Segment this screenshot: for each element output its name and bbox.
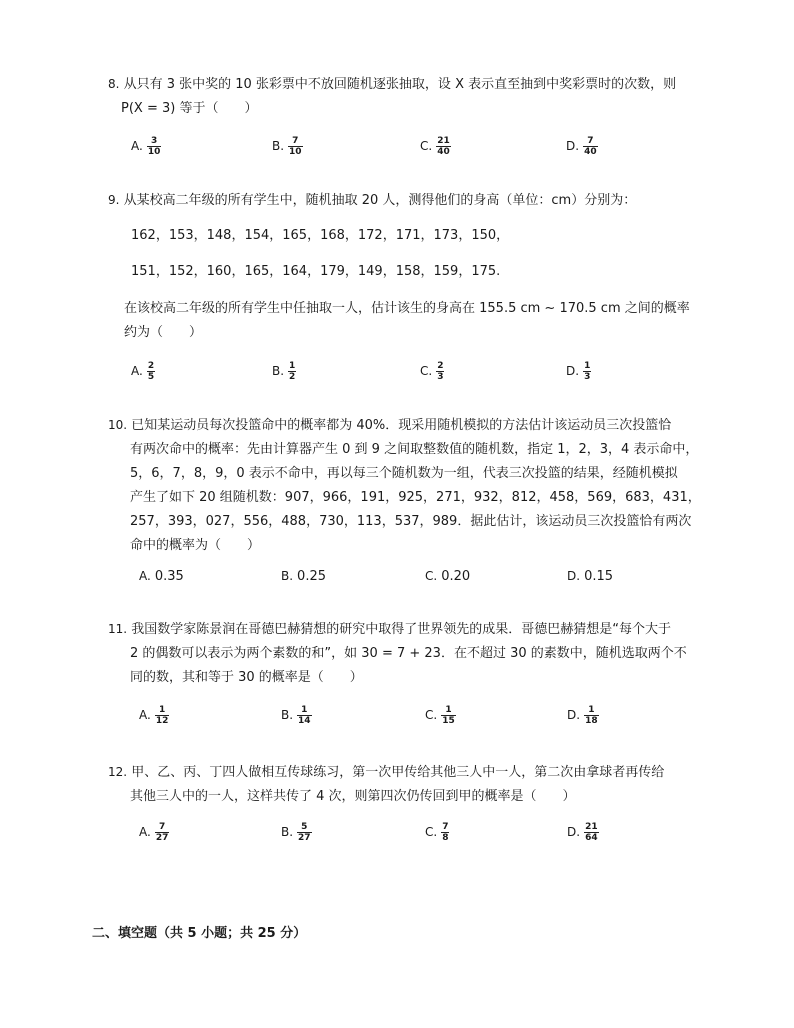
option-letter: D. (566, 364, 580, 378)
question-10-line-1 (108, 413, 708, 438)
fraction (441, 822, 449, 843)
option-b[interactable] (281, 817, 312, 847)
fraction (441, 705, 456, 726)
numerator: 7 (158, 821, 166, 832)
question-12-line-1 (108, 760, 708, 785)
fraction (288, 136, 303, 157)
option-b[interactable] (272, 131, 303, 161)
option-c[interactable] (425, 561, 470, 591)
numerator: 2 (147, 360, 155, 371)
question-10-line-4: 产生了如下 20 组随机数：907，966，191，925，271，932，812，458，569，683，431， (130, 490, 701, 505)
question-8-line-2: P(X = 3) 等于（ ） (121, 101, 258, 116)
question-8-options (131, 131, 731, 161)
option-letter: A. (131, 139, 143, 153)
height-data-row-2: 151，152，160，165，164，179，149，158，159，175. (131, 264, 501, 279)
numerator: 3 (150, 135, 158, 146)
fraction (155, 822, 170, 843)
question-12-options (139, 817, 739, 847)
option-c[interactable] (425, 817, 449, 847)
question-11 (108, 617, 708, 690)
option-d[interactable] (567, 700, 599, 730)
numerator: 1 (588, 704, 595, 715)
numerator: 1 (445, 704, 452, 715)
option-letter: C. (425, 708, 438, 722)
numerator: 2 (437, 360, 444, 371)
denominator: 2 (289, 371, 296, 382)
denominator: 3 (437, 371, 444, 382)
fraction (155, 705, 170, 726)
question-12-line-2: 其他三人中的一人，这样共传了 4 次，则第四次仍传回到甲的概率是（ ） (130, 789, 576, 804)
question-9-line-2: 在该校高二年级的所有学生中任抽取一人，估计该生的身高在 155.5 cm ~ 170.5 cm 之间的概率 (124, 301, 690, 316)
question-number: 8. (108, 77, 120, 91)
denominator: 10 (289, 146, 302, 157)
denominator: 12 (155, 715, 169, 726)
option-letter: D. (566, 139, 580, 153)
question-9-options (131, 356, 731, 386)
question-text: 从只有 3 张中奖的 10 张彩票中不放回随机逐张抽取，设 X 表示直至抽到中奖彩票时的次数，则 (123, 77, 677, 92)
question-10-line-3: 5，6，7，8，9，0 表示不命中，再以每三个随机数为一组，代表三次投篮的结果，经随机模拟 (130, 466, 678, 481)
option-b[interactable] (281, 700, 312, 730)
question-9-line-3: 约为（ ） (124, 325, 203, 340)
question-number: 9. (108, 193, 120, 207)
option-letter: C. (425, 569, 438, 583)
numerator: 1 (289, 360, 296, 371)
option-a[interactable] (131, 356, 155, 386)
option-value: 0.15 (584, 568, 614, 584)
option-letter: A. (139, 569, 151, 583)
option-c[interactable] (420, 131, 451, 161)
denominator: 27 (298, 832, 311, 843)
question-text: 甲、乙、丙、丁四人做相互传球练习，第一次甲传给其他三人中一人，第二次由拿球者再传给 (131, 765, 665, 780)
question-9-line-1 (108, 188, 708, 213)
question-11-options (139, 700, 739, 730)
option-letter: A. (139, 708, 151, 722)
question-9-data-2 (131, 260, 731, 284)
option-value: 0.20 (441, 568, 471, 584)
fraction (147, 136, 162, 157)
denominator: 40 (437, 146, 450, 157)
fraction (297, 822, 312, 843)
option-letter: A. (131, 364, 143, 378)
option-value: 0.35 (154, 568, 184, 584)
option-letter: B. (281, 708, 294, 722)
fraction (436, 136, 451, 157)
option-d[interactable] (567, 561, 613, 591)
numerator: 7 (587, 135, 594, 146)
numerator: 1 (584, 360, 591, 371)
denominator: 18 (585, 715, 598, 726)
numerator: 7 (442, 821, 449, 832)
denominator: 5 (147, 371, 155, 382)
question-10-line-2: 有两次命中的概率：先由计算器产生 0 到 9 之间取整数值的随机数，指定 1，2，3，4 表示命中， (130, 442, 699, 457)
option-c[interactable] (425, 700, 456, 730)
question-11-line-1 (108, 617, 708, 642)
denominator: 15 (442, 715, 455, 726)
denominator: 64 (585, 832, 598, 843)
question-8-line-1 (108, 72, 708, 97)
question-10 (108, 413, 708, 558)
fraction (584, 822, 599, 843)
question-10-line-5: 257，393，027，556，488，730，113，537，989．据此估计，该运动员三次投篮恰有两次 (130, 514, 692, 529)
question-11-line-3: 同的数，其和等于 30 的概率是（ ） (130, 670, 363, 685)
denominator: 27 (155, 832, 169, 843)
numerator: 1 (158, 704, 166, 715)
numerator: 21 (437, 135, 450, 146)
fraction (297, 705, 312, 726)
option-b[interactable] (272, 356, 296, 386)
option-b[interactable] (281, 561, 326, 591)
question-10-line-6: 命中的概率为（ ） (130, 538, 261, 553)
numerator: 21 (585, 821, 598, 832)
option-letter: C. (425, 825, 438, 839)
denominator: 40 (584, 146, 597, 157)
question-12 (108, 760, 708, 809)
numerator: 5 (301, 821, 308, 832)
height-data-row-1: 162，153，148，154，165，168，172，171，173，150， (131, 228, 510, 243)
question-9 (108, 188, 708, 213)
option-letter: D. (567, 708, 581, 722)
question-number: 10. (108, 418, 128, 432)
question-number: 11. (108, 622, 128, 636)
fraction (436, 361, 444, 382)
question-9-body (124, 297, 724, 345)
option-a[interactable] (139, 561, 184, 591)
option-letter: B. (272, 364, 285, 378)
fraction (583, 136, 598, 157)
denominator: 14 (298, 715, 311, 726)
question-text: 已知某运动员每次投篮命中的概率都为 40%．现采用随机模拟的方法估计该运动员三次投篮恰 (131, 418, 672, 433)
question-8 (108, 72, 708, 121)
option-letter: D. (567, 825, 581, 839)
question-text: 我国数学家陈景润在哥德巴赫猜想的研究中取得了世界领先的成果．哥德巴赫猜想是“每个大于 (131, 622, 671, 637)
question-number: 12. (108, 765, 128, 779)
fraction (583, 361, 591, 382)
option-letter: D. (567, 569, 581, 583)
option-letter: B. (281, 569, 294, 583)
option-letter: C. (420, 139, 433, 153)
denominator: 3 (584, 371, 591, 382)
option-a[interactable] (139, 817, 169, 847)
question-10-options (139, 561, 739, 591)
numerator: 7 (292, 135, 299, 146)
denominator: 8 (442, 832, 449, 843)
option-d[interactable] (566, 131, 598, 161)
section-heading: 二、填空题（共 5 小题；共 25 分） (92, 926, 307, 941)
option-letter: B. (281, 825, 294, 839)
option-letter: A. (139, 825, 151, 839)
fraction (147, 361, 155, 382)
option-a[interactable] (131, 131, 161, 161)
option-a[interactable] (139, 700, 169, 730)
denominator: 10 (147, 146, 161, 157)
option-value: 0.25 (297, 568, 326, 584)
question-9-data-1 (131, 224, 731, 248)
fraction (288, 361, 296, 382)
question-11-line-2: 2 的偶数可以表示为两个素数的和”，如 30 = 7 + 23．在不超过 30 的素数中，随机选取两个不 (130, 646, 687, 661)
option-c[interactable] (420, 356, 444, 386)
option-d[interactable] (566, 356, 591, 386)
option-letter: B. (272, 139, 285, 153)
fraction (584, 705, 599, 726)
option-letter: C. (420, 364, 433, 378)
question-text: 从某校高二年级的所有学生中，随机抽取 20 人，测得他们的身高（单位：cm）分别为： (123, 193, 637, 208)
numerator: 1 (301, 704, 308, 715)
option-d[interactable] (567, 817, 599, 847)
